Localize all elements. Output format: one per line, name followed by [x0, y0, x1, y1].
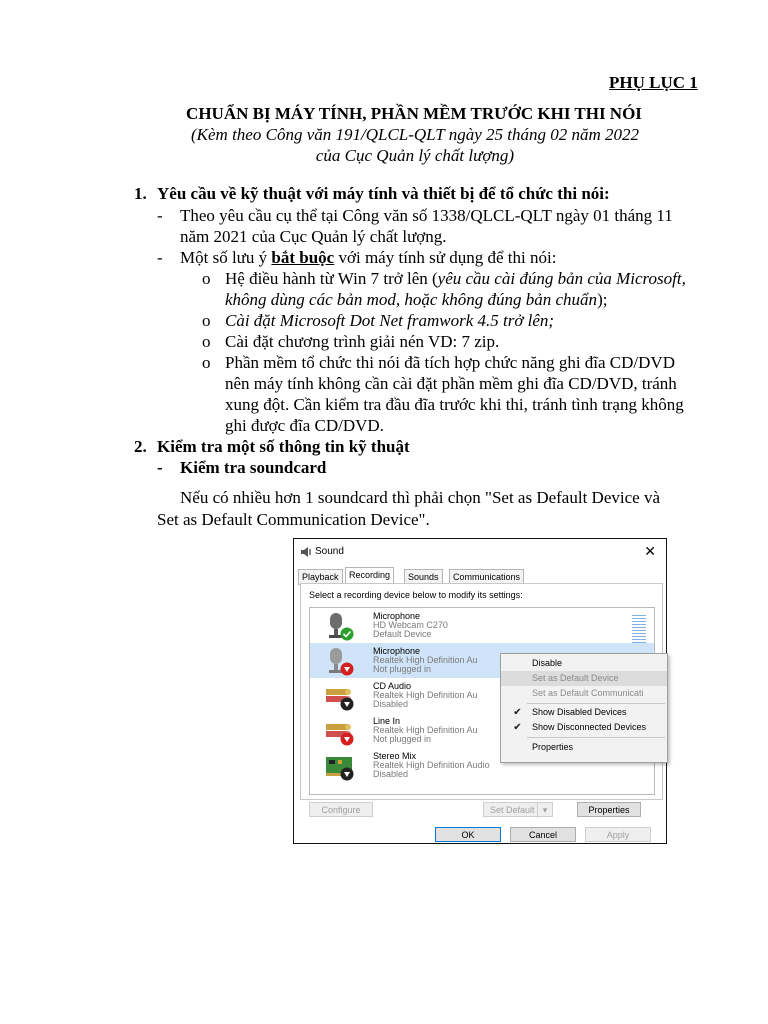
document-subtitle-line2: của Cục Quản lý chất lượng): [315, 146, 515, 165]
unplugged-arrow-icon: [340, 662, 354, 676]
section2-subheading: Kiểm tra soundcard: [180, 458, 327, 477]
sub4-line1: Phần mềm tổ chức thi nói đã tích hợp chức năng ghi đĩa CD/DVD: [225, 353, 675, 372]
document-subtitle-line1: (Kèm theo Công văn 191/QLCL-QLT ngày 25 tháng 02 năm 2022: [191, 125, 639, 144]
set-default-button[interactable]: [483, 802, 553, 817]
menu-item-set-default-communication[interactable]: Set as Default Communicati: [532, 688, 644, 698]
sub4-line3: xung đột. Cần kiểm tra đầu đĩa trước khi thi, tránh tình trạng không: [225, 395, 684, 414]
sub4-line4: ghi được đĩa CD/DVD.: [225, 416, 384, 435]
device-description: Realtek High Definition Audio: [373, 760, 490, 770]
bullet2-line: [180, 247, 556, 269]
sub-bullet-marker: o: [202, 269, 211, 288]
device-row[interactable]: [310, 608, 654, 643]
disabled-arrow-icon: [340, 697, 354, 711]
tab-recording[interactable]: Recording: [345, 567, 394, 585]
menu-item-disable[interactable]: Disable: [532, 658, 563, 668]
bullet1-line1: Theo yêu cầu cụ thể tại Công văn số 1338/QLCL-QLT ngày 01 tháng 11: [180, 206, 673, 225]
sub1-line2-italic: không dùng các bản mod, hoặc không đúng bản chuẩn: [225, 290, 598, 309]
properties-button[interactable]: Properties: [577, 802, 641, 817]
bullet-dash: -: [157, 248, 163, 267]
cancel-button[interactable]: Cancel: [510, 827, 576, 842]
checkmark-icon: ✔: [513, 707, 522, 718]
device-description: Realtek High Definition Au: [373, 690, 478, 700]
close-icon[interactable]: ✕: [644, 543, 656, 559]
sub-bullet-marker: o: [202, 311, 211, 330]
menu-item-label: Show Disabled Devices: [532, 707, 627, 717]
device-name: Microphone: [373, 646, 421, 656]
sub2-line: Cài đặt Microsoft Dot Net framwork 4.5 trở lên;: [225, 311, 555, 330]
sub1-line1: [225, 268, 686, 290]
sub1-line2-post: );: [597, 290, 608, 309]
speaker-icon: [300, 546, 312, 558]
unplugged-arrow-icon: [340, 732, 354, 746]
menu-divider: [527, 737, 665, 738]
device-description: Realtek High Definition Au: [373, 725, 478, 735]
sub-bullet-marker: o: [202, 332, 211, 351]
bullet-dash: -: [157, 206, 163, 225]
device-name: Microphone: [373, 611, 421, 621]
dialog-title: Sound: [315, 546, 344, 557]
device-status: Disabled: [373, 699, 409, 709]
tab-playback[interactable]: Playback: [298, 569, 343, 585]
sound-dialog: [293, 538, 667, 844]
device-name: CD Audio: [373, 681, 412, 691]
default-check-icon: [340, 627, 354, 641]
section1-heading: Yêu cầu về kỹ thuật với máy tính và thiết bị để tổ chức thi nói:: [157, 184, 610, 203]
apply-button[interactable]: Apply: [585, 827, 651, 842]
paragraph-line2: Set as Default Communication Device".: [157, 510, 430, 529]
device-status: Not plugged in: [373, 734, 432, 744]
sub1-line2: [225, 289, 607, 311]
checkmark-icon: ✔: [513, 722, 522, 733]
chevron-down-icon[interactable]: ▾: [537, 803, 552, 818]
document-title: CHUẨN BỊ MÁY TÍNH, PHẦN MỀM TRƯỚC KHI THI NÓI: [186, 104, 642, 123]
appendix-label: PHỤ LỤC 1: [609, 73, 698, 92]
disabled-arrow-icon: [340, 767, 354, 781]
device-status: Default Device: [373, 629, 432, 639]
instruction-text: Select a recording device below to modify its settings:: [309, 590, 523, 600]
device-description: HD Webcam C270: [373, 620, 448, 630]
section2-number: 2.: [134, 437, 147, 456]
configure-button[interactable]: Configure: [309, 802, 373, 817]
menu-item-set-default-device[interactable]: Set as Default Device: [501, 671, 667, 686]
device-status: Disabled: [373, 769, 409, 779]
device-status: Not plugged in: [373, 664, 432, 674]
device-name: Line In: [373, 716, 401, 726]
menu-divider: [527, 703, 665, 704]
context-menu: [500, 653, 668, 763]
bullet-dash: -: [157, 458, 163, 477]
bullet2-emphasis: bắt buộc: [271, 248, 335, 267]
sub4-line2: nên máy tính không cần cài đặt phần mềm ghi đĩa CD/DVD, tránh: [225, 374, 677, 393]
bullet1-line2: năm 2021 của Cục Quản lý chất lượng.: [180, 227, 447, 246]
bullet2-pre: Một số lưu ý: [180, 248, 272, 267]
menu-item-properties[interactable]: Properties: [532, 742, 574, 752]
device-name: Stereo Mix: [373, 751, 417, 761]
sub3-line: Cài đặt chương trình giải nén VD: 7 zip.: [225, 332, 500, 351]
menu-item-label: Show Disconnected Devices: [532, 722, 647, 732]
tab-sounds[interactable]: Sounds: [404, 569, 443, 585]
sub-bullet-marker: o: [202, 353, 211, 372]
sub1-pre: Hệ điều hành từ Win 7 trở lên (: [225, 269, 438, 288]
section1-number: 1.: [134, 184, 147, 203]
set-default-label: Set Default: [490, 805, 535, 815]
section2-heading: Kiểm tra một số thông tin kỹ thuật: [157, 437, 410, 456]
device-description: Realtek High Definition Au: [373, 655, 478, 665]
ok-button[interactable]: OK: [435, 827, 501, 842]
bullet2-post: với máy tính sử dụng để thi nói:: [334, 248, 557, 267]
paragraph-line1: Nếu có nhiều hơn 1 soundcard thì phải chọn "Set as Default Device và: [180, 488, 660, 507]
sub1-italic: yêu cầu cài đúng bản của Microsoft,: [437, 269, 686, 288]
menu-item-show-disconnected[interactable]: [501, 720, 667, 735]
tab-communications[interactable]: Communications: [449, 569, 524, 585]
dialog-titlebar: [294, 539, 666, 565]
menu-item-show-disabled[interactable]: [501, 705, 667, 720]
